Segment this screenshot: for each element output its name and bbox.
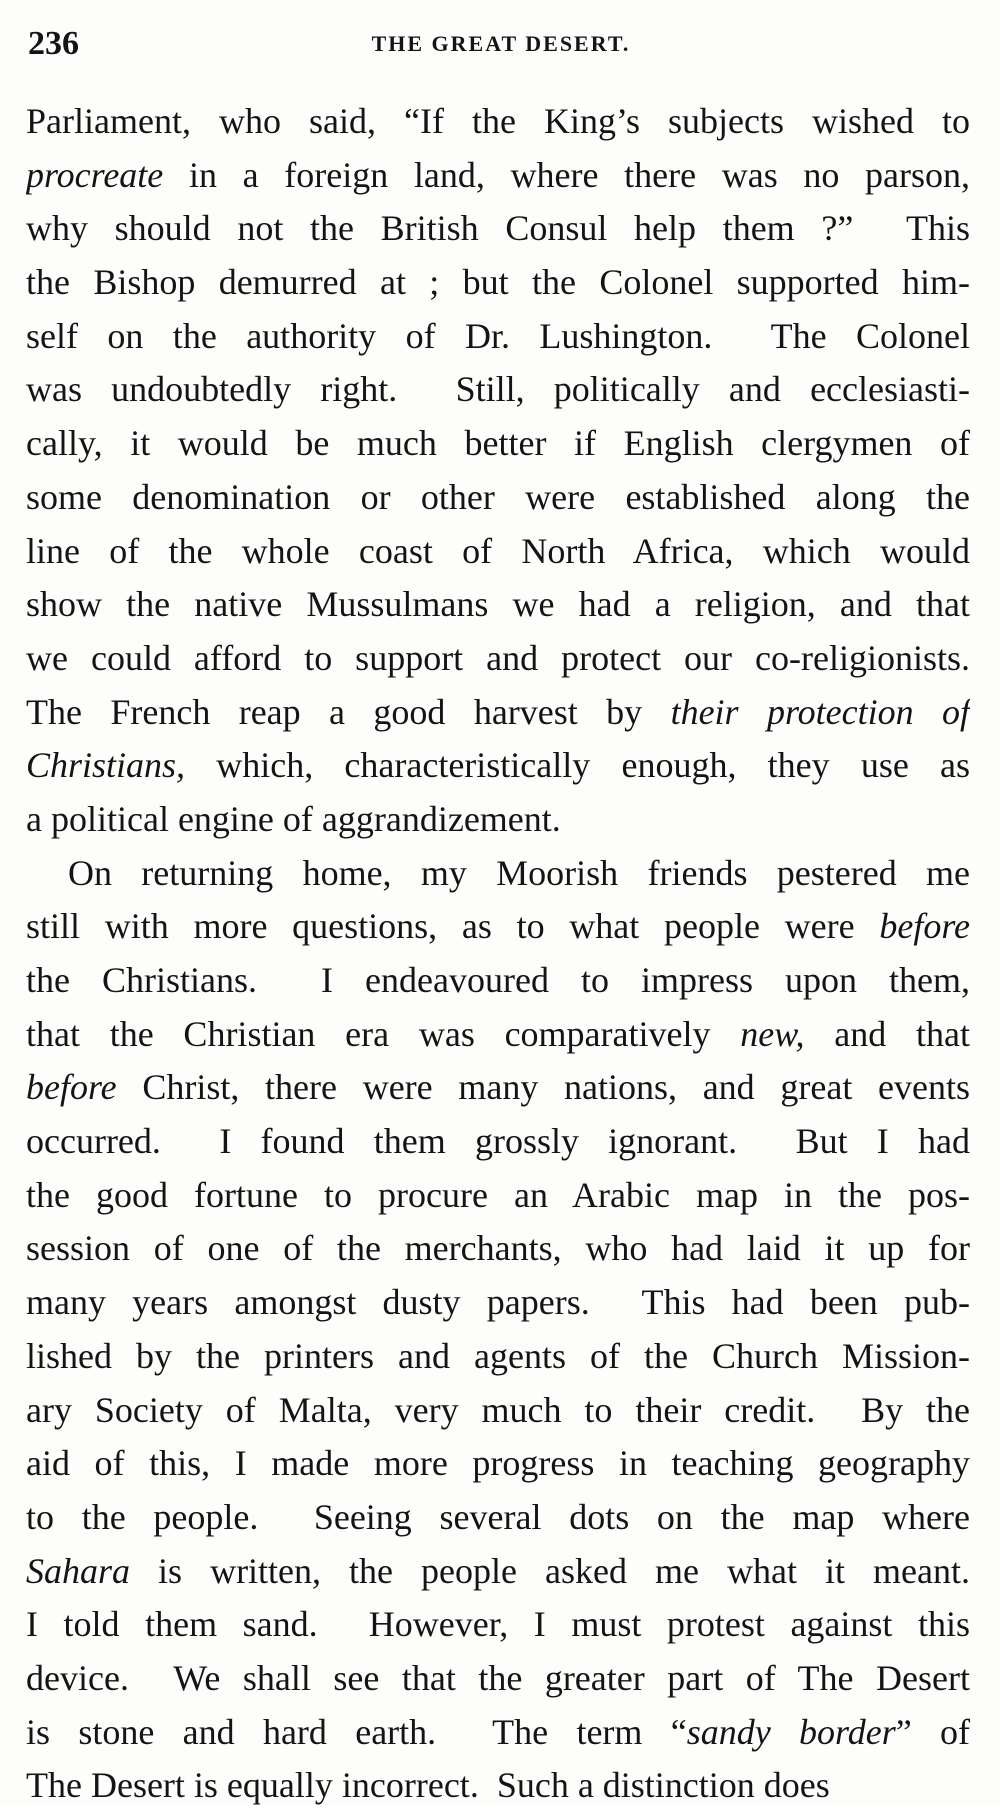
text-line <box>26 1598 970 1652</box>
text-line <box>26 1652 970 1706</box>
text-segment: which, characteristically enough, they use as <box>185 745 970 786</box>
text-line <box>26 95 970 149</box>
text-segment: self on the authority of Dr. Lushington. The Colonel <box>26 315 970 356</box>
text-segment: the Christians. I endeavoured to impress upon them, <box>26 960 970 1000</box>
text-segment: device. We shall see that the greater part of The Desert <box>26 1657 970 1698</box>
text-line <box>26 202 970 256</box>
text-line <box>26 310 970 364</box>
text-line <box>26 739 970 793</box>
text-line <box>26 363 970 417</box>
text-segment: is written, the people asked me what it meant. <box>130 1550 970 1591</box>
text-line <box>26 1437 970 1491</box>
italic-text: sandy border <box>686 1711 896 1752</box>
text-segment: ary Society of Malta, very much to their credit. By the <box>26 1389 970 1430</box>
text-line <box>26 1330 970 1384</box>
text-segment: line of the whole coast of North Africa, which would <box>26 530 970 571</box>
text-line <box>26 900 970 954</box>
text-line <box>26 1276 970 1330</box>
text-line <box>26 471 970 525</box>
text-segment: Christ, there were many nations, and great events <box>116 1067 970 1108</box>
text-segment: was undoubtedly right. Still, politically and ecclesiasti- <box>26 369 970 410</box>
text-line <box>26 1061 970 1115</box>
text-line <box>26 256 970 310</box>
text-segment: The French reap a good harvest by <box>26 691 671 732</box>
text-segment: The Desert is equally incorrect. Such a distinction does <box>26 1765 830 1806</box>
text-segment: Parliament, who said, “If the King’s subjects wished to <box>26 101 970 141</box>
text-segment: we could afford to support and protect our co-religionists. <box>26 637 970 678</box>
text-segment: why should not the British Consul help them ?” This <box>26 208 970 249</box>
text-segment: a political engine of aggrandizement. <box>26 798 561 839</box>
italic-text: new, <box>740 1013 805 1054</box>
text-segment: many years amongst dusty papers. This had been pub- <box>26 1282 970 1323</box>
text-line <box>26 1008 970 1062</box>
paragraph <box>26 95 970 847</box>
text-segment: to the people. Seeing several dots on the map where <box>26 1496 970 1537</box>
italic-text: their protection of <box>670 691 970 732</box>
italic-text: before <box>26 1067 117 1108</box>
text-line <box>26 1545 970 1599</box>
body-text <box>26 95 970 1813</box>
text-segment: occurred. I found them grossly ignorant. But I had <box>26 1121 970 1162</box>
text-segment: and that <box>804 1013 970 1054</box>
text-line <box>26 954 970 1008</box>
text-segment: the good fortune to procure an Arabic map in the pos- <box>26 1174 970 1215</box>
text-segment: that the Christian era was comparatively <box>26 1013 741 1054</box>
text-segment: some denomination or other were established along the <box>26 476 970 517</box>
text-line <box>26 149 970 203</box>
text-line <box>26 686 970 740</box>
text-segment: I told them sand. However, I must protest against this <box>26 1604 970 1645</box>
text-line <box>26 525 970 579</box>
text-segment: cally, it would be much better if English clergymen of <box>26 423 970 464</box>
text-segment: session of one of the merchants, who had laid it up for <box>26 1228 970 1269</box>
text-segment: in a foreign land, where there was no parson, <box>163 154 970 195</box>
text-segment: the Bishop demurred at ; but the Colonel supported him- <box>26 262 970 303</box>
page-number: 236 <box>28 25 79 62</box>
running-head <box>26 18 970 70</box>
text-line <box>26 578 970 632</box>
text-line <box>26 632 970 686</box>
running-title: THE GREAT DESERT. <box>371 31 631 56</box>
text-segment: show the native Mussulmans we had a religion, and that <box>26 584 970 625</box>
text-line <box>26 1384 970 1438</box>
text-segment: lished by the printers and agents of the Church Mission- <box>26 1335 970 1376</box>
italic-text: procreate <box>26 154 164 195</box>
text-line <box>26 1491 970 1545</box>
text-line <box>26 417 970 471</box>
italic-text: Sahara <box>26 1550 131 1591</box>
paragraph <box>26 847 970 1813</box>
italic-text: Christians, <box>26 745 186 786</box>
text-segment: aid of this, I made more progress in teaching geography <box>26 1443 970 1484</box>
text-line <box>26 1706 970 1760</box>
text-segment: On returning home, my Moorish friends pestered me <box>68 852 970 893</box>
text-segment: is stone and hard earth. The term “ <box>26 1711 687 1752</box>
text-line <box>26 1115 970 1169</box>
italic-text: before <box>879 906 970 947</box>
text-line <box>26 847 970 901</box>
text-line <box>26 1169 970 1223</box>
text-line <box>26 793 970 847</box>
text-line <box>26 1759 970 1813</box>
text-segment: still with more questions, as to what people were <box>26 906 880 947</box>
text-line <box>26 1222 970 1276</box>
text-segment: ” of <box>895 1711 970 1752</box>
